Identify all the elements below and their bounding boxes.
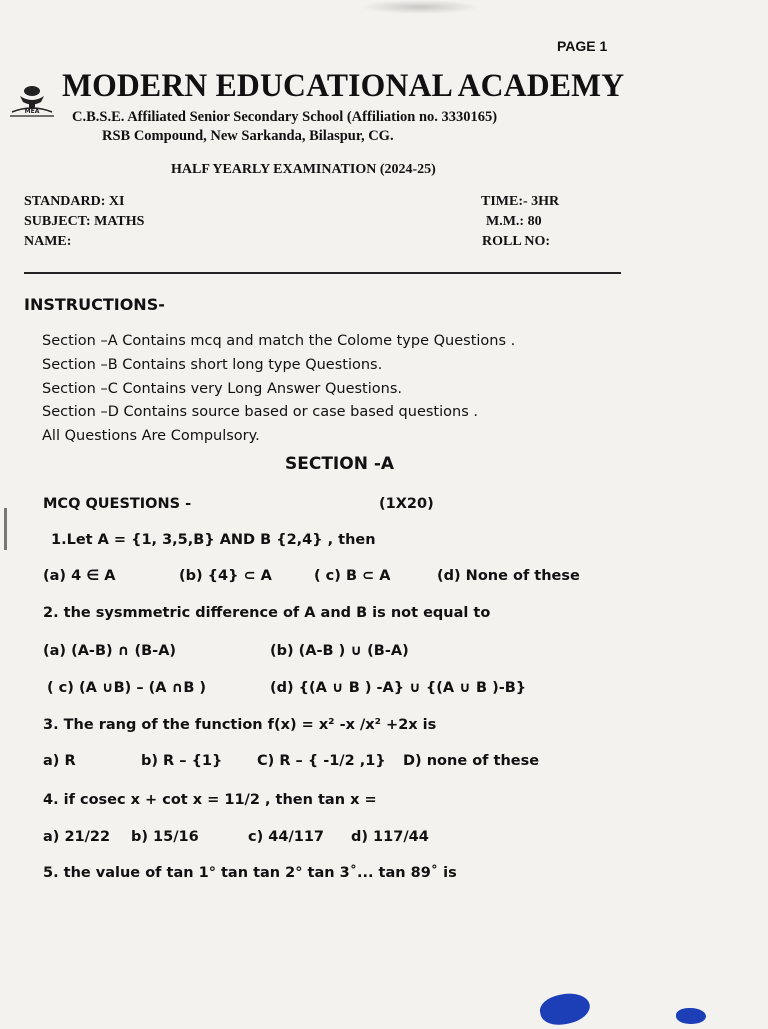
marks-field: M.M.: 80 [486, 214, 542, 229]
option: (a) (A-B) ∩ (B-A) [43, 643, 177, 659]
question-text: 4. if cosec x + cot x = 11/2 , then tan x = [43, 792, 377, 808]
instructions-heading: INSTRUCTIONS- [24, 295, 165, 314]
instruction-line: Section –D Contains source based or case based questions . [42, 404, 478, 420]
ink-blot [537, 989, 592, 1029]
question-text: 2. the sysmmetric difference of A and B is not equal to [43, 605, 491, 621]
time-field: TIME:- 3HR [481, 194, 560, 209]
option: ( c) B ⊂ A [314, 568, 391, 584]
school-name: MODERN EDUCATIONAL ACADEMY [62, 68, 625, 104]
subject-field: SUBJECT: MATHS [24, 214, 145, 229]
exam-title: HALF YEARLY EXAMINATION (2024-25) [171, 162, 436, 177]
question-text: 3. The rang of the function f(x) = x² -x /x² +2x is [43, 717, 437, 733]
option: b) 15/16 [131, 829, 199, 845]
page-label: PAGE 1 [557, 38, 608, 54]
instruction-line: Section –A Contains mcq and match the Colome type Questions . [42, 333, 516, 349]
option: a) R [43, 753, 76, 769]
option: ( c) (A ∪B) – (A ∩B ) [47, 680, 207, 696]
instruction-line: Section –C Contains very Long Answer Questions. [42, 381, 402, 397]
school-logo-icon [8, 82, 56, 126]
header-divider [24, 272, 621, 274]
logo-lettering: MEA [24, 108, 40, 115]
scan-edge-mark [4, 508, 7, 550]
mcq-marks: (1X20) [379, 496, 434, 512]
option: (a) 4 ∈ A [43, 568, 116, 584]
option: (b) {4} ⊂ A [179, 568, 272, 584]
name-field: NAME: [24, 234, 72, 249]
option: b) R – {1} [141, 753, 223, 769]
instruction-line: Section –B Contains short long type Questions. [42, 357, 383, 373]
option: C) R – { -1/2 ,1} [257, 753, 386, 769]
option: (d) None of these [437, 568, 580, 584]
option: d) 117/44 [351, 829, 429, 845]
section-a-heading: SECTION -A [285, 454, 395, 474]
option: D) none of these [403, 753, 540, 769]
question-text: 1.Let A = {1, 3,5,B} AND B {2,4} , then [51, 532, 376, 548]
option: a) 21/22 [43, 829, 111, 845]
instruction-line: All Questions Are Compulsory. [42, 428, 260, 444]
ink-blot [676, 1008, 706, 1024]
option: (b) (A-B ) ∪ (B-A) [270, 643, 409, 659]
option: (d) {(A ∪ B ) -A} ∪ {(A ∪ B )-B} [270, 680, 527, 696]
question-text: 5. the value of tan 1° tan tan 2° tan 3˚... tan 89˚ is [43, 865, 457, 881]
scan-shadow [360, 0, 480, 14]
standard-field: STANDARD: XI [24, 194, 125, 209]
affiliation-line: C.B.S.E. Affiliated Senior Secondary School (Affiliation no. 3330165) [72, 109, 498, 125]
roll-no-field: ROLL NO: [482, 234, 551, 249]
option: c) 44/117 [248, 829, 325, 845]
mcq-label: MCQ QUESTIONS - [43, 496, 192, 512]
address-line: RSB Compound, New Sarkanda, Bilaspur, CG. [102, 128, 394, 144]
